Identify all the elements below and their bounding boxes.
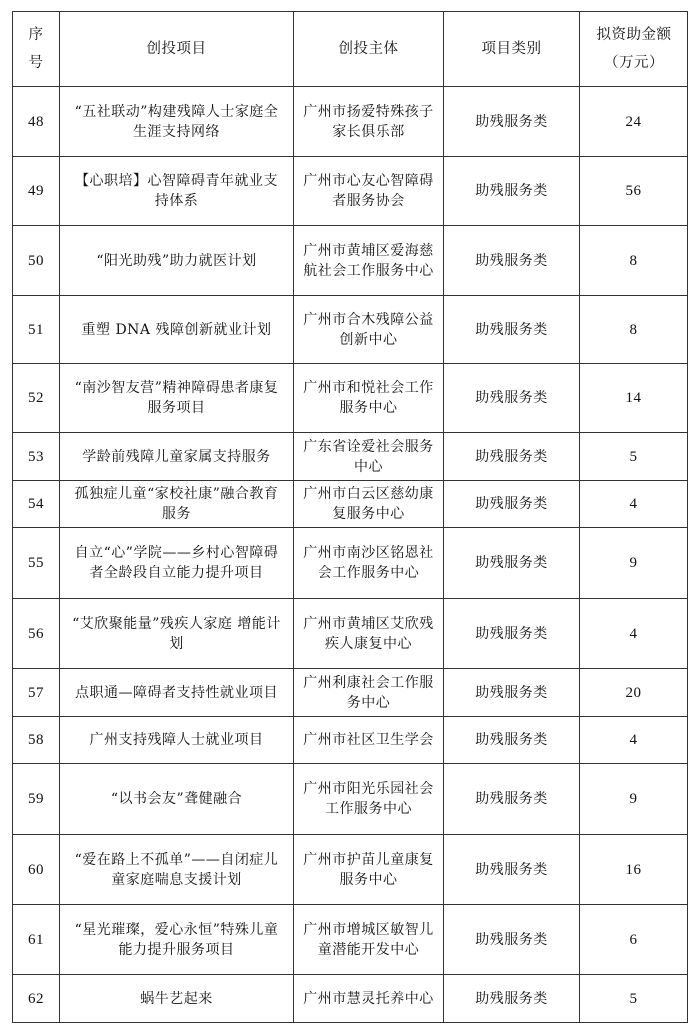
row-amount-cell: 4 bbox=[580, 717, 688, 764]
row-organization-cell: 广州市黄埔区爱海慈航社会工作服务中心 bbox=[294, 226, 444, 296]
row-organization-cell: 广州市南沙区铭恩社会工作服务中心 bbox=[294, 528, 444, 599]
row-index-cell: 48 bbox=[13, 87, 60, 157]
table-row bbox=[13, 975, 688, 1023]
row-amount-cell: 8 bbox=[580, 296, 688, 364]
header-amount: 拟资助金额（万元） bbox=[580, 12, 688, 87]
row-amount-cell: 24 bbox=[580, 87, 688, 157]
row-project-name-cell: 孤独症儿童“家校社康”融合教育服务 bbox=[60, 481, 294, 528]
row-project-name-cell: 蜗牛艺起来 bbox=[60, 975, 294, 1023]
table-row bbox=[13, 226, 688, 296]
table-row bbox=[13, 296, 688, 364]
row-category-cell: 助残服务类 bbox=[444, 296, 580, 364]
row-organization-cell: 广州市扬爱特殊孩子家长俱乐部 bbox=[294, 87, 444, 157]
row-project-name-cell: 重塑 DNA 残障创新就业计划 bbox=[60, 296, 294, 364]
row-organization-cell: 广州市增城区敏智儿童潜能开发中心 bbox=[294, 905, 444, 975]
row-organization-cell: 广州市和悦社会工作服务中心 bbox=[294, 364, 444, 433]
row-project-name-cell: 自立“心”学院——乡村心智障碍者全龄段自立能力提升项目 bbox=[60, 528, 294, 599]
row-index-cell: 59 bbox=[13, 764, 60, 835]
row-index-cell: 58 bbox=[13, 717, 60, 764]
table-row bbox=[13, 364, 688, 433]
row-organization-cell: 广州市心友心智障碍者服务协会 bbox=[294, 157, 444, 226]
table-row bbox=[13, 905, 688, 975]
table-header bbox=[13, 12, 688, 87]
row-organization-cell: 广州市合木残障公益创新中心 bbox=[294, 296, 444, 364]
row-index-cell: 57 bbox=[13, 669, 60, 717]
table-body bbox=[13, 87, 688, 1023]
row-organization-cell: 广州市黄埔区艾欣残疾人康复中心 bbox=[294, 599, 444, 669]
row-project-name-cell: “以书会友”聋健融合 bbox=[60, 764, 294, 835]
project-funding-table bbox=[12, 11, 688, 1023]
row-category-cell: 助残服务类 bbox=[444, 528, 580, 599]
row-project-name-cell: “五社联动”构建残障人士家庭全生涯支持网络 bbox=[60, 87, 294, 157]
row-organization-cell: 广州市护苗儿童康复服务中心 bbox=[294, 835, 444, 905]
table-row bbox=[13, 481, 688, 528]
row-organization-cell: 广州利康社会工作服务中心 bbox=[294, 669, 444, 717]
row-amount-cell: 6 bbox=[580, 905, 688, 975]
row-amount-cell: 20 bbox=[580, 669, 688, 717]
row-project-name-cell: 点职通—障碍者支持性就业项目 bbox=[60, 669, 294, 717]
header-organization: 创投主体 bbox=[294, 12, 444, 87]
table-row bbox=[13, 764, 688, 835]
row-category-cell: 助残服务类 bbox=[444, 157, 580, 226]
row-organization-cell: 广州市社区卫生学会 bbox=[294, 717, 444, 764]
table-row bbox=[13, 717, 688, 764]
header-index: 序号 bbox=[13, 12, 60, 87]
row-amount-cell: 8 bbox=[580, 226, 688, 296]
row-category-cell: 助残服务类 bbox=[444, 905, 580, 975]
row-index-cell: 52 bbox=[13, 364, 60, 433]
row-index-cell: 62 bbox=[13, 975, 60, 1023]
row-category-cell: 助残服务类 bbox=[444, 364, 580, 433]
row-amount-cell: 4 bbox=[580, 481, 688, 528]
table-row bbox=[13, 835, 688, 905]
row-index-cell: 50 bbox=[13, 226, 60, 296]
row-amount-cell: 16 bbox=[580, 835, 688, 905]
header-project-name: 创投项目 bbox=[60, 12, 294, 87]
row-index-cell: 51 bbox=[13, 296, 60, 364]
row-category-cell: 助残服务类 bbox=[444, 226, 580, 296]
row-amount-cell: 4 bbox=[580, 599, 688, 669]
table-row bbox=[13, 669, 688, 717]
row-organization-cell: 广州市白云区慈幼康复服务中心 bbox=[294, 481, 444, 528]
row-amount-cell: 9 bbox=[580, 528, 688, 599]
header-category: 项目类别 bbox=[444, 12, 580, 87]
table-row bbox=[13, 433, 688, 481]
row-amount-cell: 5 bbox=[580, 975, 688, 1023]
row-category-cell: 助残服务类 bbox=[444, 481, 580, 528]
row-amount-cell: 5 bbox=[580, 433, 688, 481]
row-project-name-cell: “南沙智友营”精神障碍患者康复服务项目 bbox=[60, 364, 294, 433]
table-row bbox=[13, 528, 688, 599]
table-row bbox=[13, 157, 688, 226]
row-project-name-cell: “艾欣聚能量”残疾人家庭 增能计划 bbox=[60, 599, 294, 669]
row-category-cell: 助残服务类 bbox=[444, 835, 580, 905]
row-project-name-cell: “爱在路上不孤单”——自闭症儿童家庭喘息支援计划 bbox=[60, 835, 294, 905]
row-category-cell: 助残服务类 bbox=[444, 717, 580, 764]
row-category-cell: 助残服务类 bbox=[444, 764, 580, 835]
header-row bbox=[13, 12, 688, 87]
row-index-cell: 61 bbox=[13, 905, 60, 975]
row-project-name-cell: 【心职培】心智障碍青年就业支持体系 bbox=[60, 157, 294, 226]
row-category-cell: 助残服务类 bbox=[444, 599, 580, 669]
row-index-cell: 55 bbox=[13, 528, 60, 599]
row-index-cell: 56 bbox=[13, 599, 60, 669]
row-category-cell: 助残服务类 bbox=[444, 87, 580, 157]
row-index-cell: 53 bbox=[13, 433, 60, 481]
row-amount-cell: 56 bbox=[580, 157, 688, 226]
row-index-cell: 54 bbox=[13, 481, 60, 528]
row-project-name-cell: “星光璀璨，爱心永恒”特殊儿童能力提升服务项目 bbox=[60, 905, 294, 975]
row-project-name-cell: 学龄前残障儿童家属支持服务 bbox=[60, 433, 294, 481]
row-project-name-cell: 广州支持残障人士就业项目 bbox=[60, 717, 294, 764]
row-project-name-cell: “阳光助残”助力就医计划 bbox=[60, 226, 294, 296]
row-amount-cell: 14 bbox=[580, 364, 688, 433]
row-organization-cell: 广州市慧灵托养中心 bbox=[294, 975, 444, 1023]
row-category-cell: 助残服务类 bbox=[444, 669, 580, 717]
row-category-cell: 助残服务类 bbox=[444, 433, 580, 481]
table-row bbox=[13, 87, 688, 157]
row-index-cell: 60 bbox=[13, 835, 60, 905]
row-index-cell: 49 bbox=[13, 157, 60, 226]
row-organization-cell: 广东省诠爱社会服务中心 bbox=[294, 433, 444, 481]
row-amount-cell: 9 bbox=[580, 764, 688, 835]
table-row bbox=[13, 599, 688, 669]
row-category-cell: 助残服务类 bbox=[444, 975, 580, 1023]
row-organization-cell: 广州市阳光乐园社会工作服务中心 bbox=[294, 764, 444, 835]
